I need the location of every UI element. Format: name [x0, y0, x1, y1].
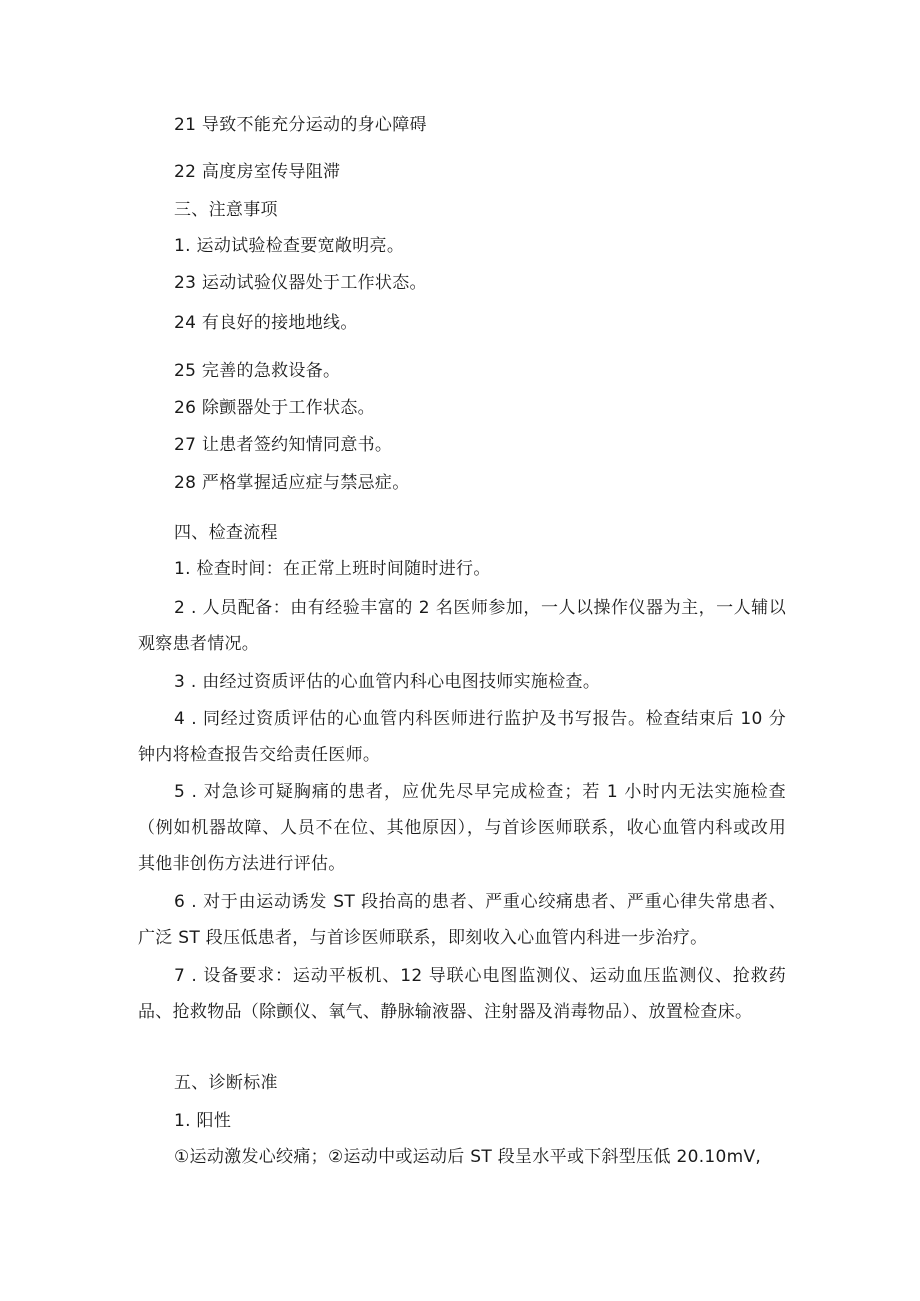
list-item: 24 有良好的接地地线。 — [174, 313, 358, 333]
list-item: 23 运动试验仪器处于工作状态。 — [174, 273, 427, 293]
paragraph: 5 . 对急诊可疑胸痛的患者，应优先尽早完成检查；若 1 小时内无法实施检查（例如机器故障、人员不在位、其他原因），与首诊医师联系，收心血管内科或改用其他非创伤方法进行评估。 — [138, 782, 786, 874]
list-item: 1. 阳性 — [174, 1111, 232, 1131]
paragraph: 4 . 同经过资质评估的心血管内科医师进行监护及书写报告。检查结束后 10 分钟内将检查报告交给责任医师。 — [138, 709, 786, 765]
paragraph: 2 . 人员配备：由有经验丰富的 2 名医师参加，一人以操作仪器为主，一人辅以观察患者情况。 — [138, 598, 786, 654]
paragraph: 3 . 由经过资质评估的心血管内科心电图技师实施检查。 — [174, 672, 601, 692]
section-heading: 五、诊断标准 — [174, 1073, 278, 1093]
paragraph: 6 . 对于由运动诱发 ST 段抬高的患者、严重心绞痛患者、严重心律失常患者、广泛 ST 段压低患者，与首诊医师联系，即刻收入心血管内科进一步治疗。 — [138, 892, 786, 948]
list-item: 22 高度房室传导阻滞 — [174, 162, 341, 182]
list-item: 21 导致不能充分运动的身心障碍 — [174, 115, 427, 135]
list-item: 1. 检查时间：在正常上班时间随时进行。 — [174, 559, 491, 579]
list-item: 28 严格掌握适应症与禁忌症。 — [174, 473, 410, 493]
paragraph: 7 . 设备要求：运动平板机、12 导联心电图监测仪、运动血压监测仪、抢救药品、抢救物品（除颤仪、氧气、静脉输液器、注射器及消毒物品）、放置检查床。 — [138, 966, 786, 1022]
list-item: ①运动激发心绞痛；②运动中或运动后 ST 段呈水平或下斜型压低 20.10mV, — [174, 1147, 762, 1167]
list-item: 27 让患者签约知情同意书。 — [174, 435, 393, 455]
list-item: 1. 运动试验检查要宽敞明亮。 — [174, 236, 405, 256]
section-heading: 四、检查流程 — [174, 523, 278, 543]
list-item: 25 完善的急救设备。 — [174, 361, 341, 381]
section-heading: 三、注意事项 — [174, 200, 278, 220]
list-item: 26 除颤器处于工作状态。 — [174, 398, 375, 418]
